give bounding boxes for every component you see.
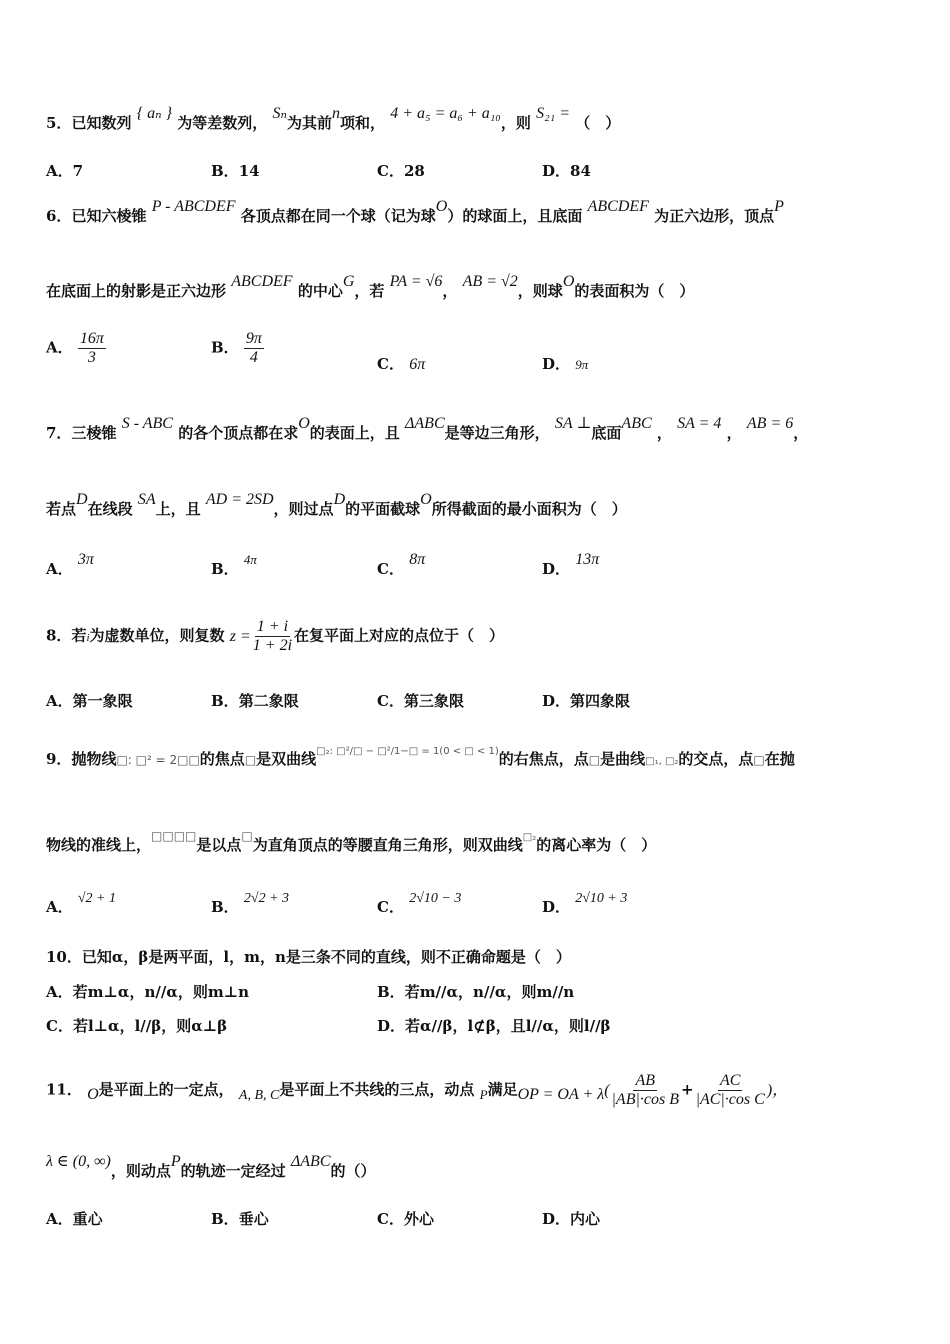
math-expression: z = <box>229 627 251 645</box>
q10-option-b[interactable] <box>377 981 574 1002</box>
q7-option-d[interactable] <box>542 551 600 579</box>
option-label: A． <box>46 162 73 180</box>
option-value: 3π <box>77 551 94 568</box>
q11-option-a[interactable] <box>46 1208 103 1229</box>
q9-option-c[interactable] <box>377 891 462 917</box>
stem-text: 在线段 <box>87 500 133 518</box>
option-value: 2√2 + 3 <box>243 891 290 906</box>
stem-text: 是以点 <box>196 836 242 854</box>
q7-option-a[interactable] <box>46 551 94 579</box>
option-value: 4π <box>243 552 257 567</box>
fraction-ab <box>610 1072 681 1109</box>
q7-option-c[interactable] <box>377 551 426 579</box>
q6-option-b[interactable] <box>211 330 264 367</box>
option-value: 第二象限 <box>238 692 299 710</box>
math-expression: SA <box>137 491 156 508</box>
denominator: 3 <box>87 349 96 366</box>
option-label: C． <box>377 560 404 578</box>
question-11-stem-line2 <box>46 1153 910 1183</box>
stem-text: 满足 <box>487 1080 518 1099</box>
stem-text: 为等差数列， <box>177 114 268 132</box>
plus-sign: + <box>680 1080 694 1099</box>
math-expression: S₂₁ = <box>536 105 571 122</box>
math-expression: λ ∈ (0, ∞) <box>46 1153 111 1170</box>
math-expression: n <box>331 105 340 122</box>
option-value: 7 <box>72 162 84 180</box>
math-expression: O <box>420 491 432 508</box>
stem-text: 的离心率为（ ） <box>536 836 657 854</box>
answer-bracket: （ ） <box>575 114 621 132</box>
question-8-stem <box>46 618 910 655</box>
math-expression: AB = √2 <box>462 273 518 290</box>
option-label: C． <box>46 1017 73 1035</box>
numerator: AB <box>635 1072 656 1089</box>
stem-text: 项和， <box>339 114 385 132</box>
numerator: 16π <box>79 330 104 347</box>
fraction-ac <box>694 1072 767 1109</box>
math-expression: □□□□ <box>151 829 197 843</box>
math-expression: OP = OA + λ <box>517 1085 605 1103</box>
stem-text: 的平面截球 <box>345 500 421 518</box>
denominator: |AB|·cos B <box>611 1091 679 1108</box>
stem-text: ，若 <box>354 282 385 300</box>
stem-text: ，则 <box>500 114 531 132</box>
stem-text: 的中心 <box>297 282 343 300</box>
option-label: A． <box>46 338 73 357</box>
option-value: 若l⊥α，l//β，则α⊥β <box>72 1017 228 1035</box>
math-expression: □₂: □²/□ − □²/1−□ = 1(0 < □ < 1) <box>316 746 499 757</box>
option-label: C． <box>377 898 404 916</box>
math-expression: □₂ <box>522 832 537 843</box>
option-label: D． <box>542 898 571 916</box>
math-expression: ΔABC <box>290 1153 331 1170</box>
math-expression: S - ABC <box>121 415 173 432</box>
math-expression: O <box>298 415 310 432</box>
stem-text: ， <box>793 424 809 442</box>
stem-text: 若 <box>71 626 87 645</box>
paren: ( <box>604 1081 610 1099</box>
math-expression: Sₙ <box>272 105 287 122</box>
option-value: 2√10 − 3 <box>409 891 462 906</box>
q6-option-c[interactable] <box>377 353 425 374</box>
question-9-stem-line1 <box>46 748 910 773</box>
math-expression: ABC <box>621 415 652 432</box>
math-expression: i <box>86 631 90 644</box>
option-label: C． <box>377 1210 404 1228</box>
question-number: 11． <box>46 1080 82 1099</box>
option-label: D． <box>542 692 571 710</box>
fraction <box>244 330 264 367</box>
math-expression: D <box>76 491 88 508</box>
math-expression: ABCDEF <box>231 273 293 290</box>
math-expression: SA ⊥ <box>554 415 592 432</box>
option-value: 2√10 + 3 <box>575 891 628 906</box>
stem-text: 的交点，点 <box>678 750 754 768</box>
math-expression: ΔABC <box>405 415 445 432</box>
question-number: 5． <box>46 114 72 132</box>
option-label: B． <box>211 692 239 710</box>
math-expression: { aₙ } <box>136 105 172 122</box>
numerator: 1 + i <box>256 618 289 635</box>
option-label: D． <box>377 1017 406 1035</box>
question-number: 6． <box>46 207 72 225</box>
denominator: |AC|·cos C <box>695 1091 765 1108</box>
q10-option-c[interactable] <box>46 1015 227 1036</box>
option-value: 14 <box>238 162 260 180</box>
math-expression: □ <box>588 753 601 767</box>
math-expression: O <box>562 273 575 290</box>
stem-text: 的焦点 <box>199 750 245 768</box>
stem-text: ，则球 <box>517 282 563 300</box>
stem-text: 的右焦点，点 <box>498 750 589 768</box>
stem-text: ，则过点 <box>273 500 334 518</box>
math-expression: P <box>774 198 784 215</box>
stem-text: 已知数列 <box>71 114 132 132</box>
option-label: C． <box>377 355 404 373</box>
question-7-stem-line1 <box>46 415 910 445</box>
option-label: A． <box>46 898 73 916</box>
q6-option-d[interactable] <box>542 353 588 374</box>
option-label: A． <box>46 1210 73 1228</box>
math-expression: □ <box>244 753 257 767</box>
q5-option-b[interactable] <box>211 160 260 181</box>
stem-text: 物线的准线上， <box>46 836 152 854</box>
stem-text: 已知六棱锥 <box>71 207 147 225</box>
stem-text: 的表面上，且 <box>309 424 400 442</box>
stem-text: 是等边三角形， <box>444 424 550 442</box>
q10-option-a[interactable] <box>46 981 249 1002</box>
stem-text: 为虚数单位，则复数 <box>89 626 225 645</box>
q8-option-a[interactable] <box>46 690 133 711</box>
math-expression: O <box>435 198 448 215</box>
math-expression: □ <box>241 829 253 843</box>
stem-text: ， <box>442 282 458 300</box>
stem-text: 在抛 <box>764 750 795 768</box>
q9-option-a[interactable] <box>46 891 117 917</box>
option-value: 垂心 <box>238 1210 269 1228</box>
stem-text: 上，且 <box>155 500 201 518</box>
option-value: 84 <box>570 162 591 180</box>
q9-option-d[interactable] <box>542 891 628 917</box>
question-number: 7． <box>46 424 72 442</box>
stem-text: 各顶点都在同一个球（记为球 <box>240 207 436 225</box>
stem-text: 已知α，β是两平面，l，m，n是三条不同的直线，则不正确命题是（ ） <box>81 948 571 966</box>
math-expression: D <box>333 491 346 508</box>
option-value: 内心 <box>570 1210 601 1228</box>
stem-text: ，则动点 <box>110 1162 171 1180</box>
stem-text: 是平面上不共线的三点，动点 <box>279 1080 475 1099</box>
option-label: B． <box>211 560 239 578</box>
math-expression: ABCDEF <box>587 198 649 215</box>
option-value: 外心 <box>403 1210 434 1228</box>
option-value: 第一象限 <box>72 692 133 710</box>
option-label: D． <box>542 162 571 180</box>
question-5-stem <box>46 105 910 135</box>
option-label: D． <box>542 1210 571 1228</box>
stem-text: 是曲线 <box>600 750 646 768</box>
math-expression: P <box>479 1086 488 1102</box>
stem-text: 是平面上的一定点， <box>98 1080 234 1099</box>
stem-text: 的表面积为（ ） <box>574 282 695 300</box>
denominator: 1 + 2i <box>252 637 293 654</box>
stem-text: 底面 <box>591 424 622 442</box>
option-label: B． <box>211 898 239 916</box>
option-value: 第四象限 <box>570 692 631 710</box>
math-expression: AB = 6 <box>746 415 794 432</box>
stem-text: 三棱锥 <box>71 424 117 442</box>
stem-text: 所得截面的最小面积为（ ） <box>431 500 627 518</box>
question-number: 9． <box>46 750 72 768</box>
denominator: 4 <box>249 349 258 366</box>
question-number: 10． <box>46 948 82 966</box>
stem-text: 为直角顶点的等腰直角三角形，则双曲线 <box>252 836 523 854</box>
question-11-stem-line1 <box>46 1072 910 1109</box>
q8-option-d[interactable] <box>542 690 630 711</box>
stem-text: 抛物线 <box>71 750 117 768</box>
option-label: D． <box>542 355 571 373</box>
numerator: AC <box>719 1072 741 1089</box>
math-expression: O <box>87 1085 99 1103</box>
paren: )， <box>766 1081 789 1099</box>
stem-text: 为正六边形，顶点 <box>654 207 775 225</box>
math-expression: SA = 4 <box>677 415 722 432</box>
question-10-stem <box>46 946 910 968</box>
option-label: B． <box>211 338 239 357</box>
option-value: 9π <box>575 357 589 372</box>
q5-option-a[interactable] <box>46 160 83 181</box>
option-label: B． <box>211 1210 239 1228</box>
option-value: 第三象限 <box>403 692 464 710</box>
option-value: 28 <box>403 162 425 180</box>
option-label: A． <box>46 983 73 1001</box>
q5-option-d[interactable] <box>542 160 591 181</box>
option-label: B． <box>211 162 239 180</box>
option-value: 13π <box>575 551 600 568</box>
stem-text: 的（） <box>330 1162 376 1180</box>
option-label: A． <box>46 560 73 578</box>
option-value: 若m⊥α，n//α，则m⊥n <box>72 983 250 1001</box>
q8-option-b[interactable] <box>211 690 299 711</box>
stem-text: 的各个顶点都在求 <box>178 424 299 442</box>
q11-option-d[interactable] <box>542 1208 600 1229</box>
stem-text: 在底面上的射影是正六边形 <box>46 282 227 300</box>
math-expression: □₁, □₂ <box>645 756 679 767</box>
math-expression: G <box>342 273 355 290</box>
stem-text: 是双曲线 <box>256 750 317 768</box>
option-value: 6π <box>409 356 426 373</box>
question-7-stem-line2 <box>46 491 910 521</box>
question-6-stem-line1 <box>46 198 910 228</box>
option-value: 若α//β，l⊄β，且l//α，则l//β <box>405 1017 611 1035</box>
math-expression: P <box>170 1153 181 1170</box>
math-expression: PA = √6 <box>389 273 443 290</box>
math-expression: AD = 2SD <box>205 491 274 508</box>
stem-text: ）的球面上，且底面 <box>447 207 583 225</box>
option-label: C． <box>377 162 404 180</box>
math-expression: A, B, C <box>238 1087 280 1103</box>
option-value: 若m//α，n//α，则m//n <box>404 983 575 1001</box>
q5-option-c[interactable] <box>377 160 425 181</box>
stem-text: 若点 <box>46 500 77 518</box>
option-value: 重心 <box>72 1210 103 1228</box>
q6-option-a[interactable] <box>46 330 106 367</box>
math-expression: □: □² = 2□□ <box>116 753 200 767</box>
option-label: D． <box>542 560 571 578</box>
q9-option-b[interactable] <box>211 891 290 917</box>
q10-option-d[interactable] <box>377 1015 611 1036</box>
stem-text: 的轨迹一定经过 <box>180 1162 286 1180</box>
math-expression: P - ABCDEF <box>151 198 236 215</box>
fraction <box>78 330 106 367</box>
stem-text: ， <box>726 424 742 442</box>
option-value: 8π <box>409 551 426 568</box>
q11-option-b[interactable] <box>211 1208 269 1229</box>
question-9-stem-line2 <box>46 829 910 859</box>
stem-text: ， <box>656 424 672 442</box>
question-6-stem-line2 <box>46 273 910 303</box>
question-number: 8． <box>46 626 72 645</box>
math-expression: 4 + a₅ = a₆ + a₁₀ <box>390 105 501 122</box>
math-expression: □ <box>753 753 765 767</box>
fraction <box>251 618 294 655</box>
option-value: √2 + 1 <box>77 891 117 906</box>
stem-text: 在复平面上对应的点位于（ ） <box>294 626 505 645</box>
q7-option-b[interactable] <box>211 552 257 579</box>
option-label: C． <box>377 692 404 710</box>
option-label: B． <box>377 983 405 1001</box>
option-label: A． <box>46 692 73 710</box>
stem-text: 为其前 <box>286 114 332 132</box>
q11-option-c[interactable] <box>377 1208 434 1229</box>
numerator: 9π <box>245 330 262 347</box>
q8-option-c[interactable] <box>377 690 464 711</box>
